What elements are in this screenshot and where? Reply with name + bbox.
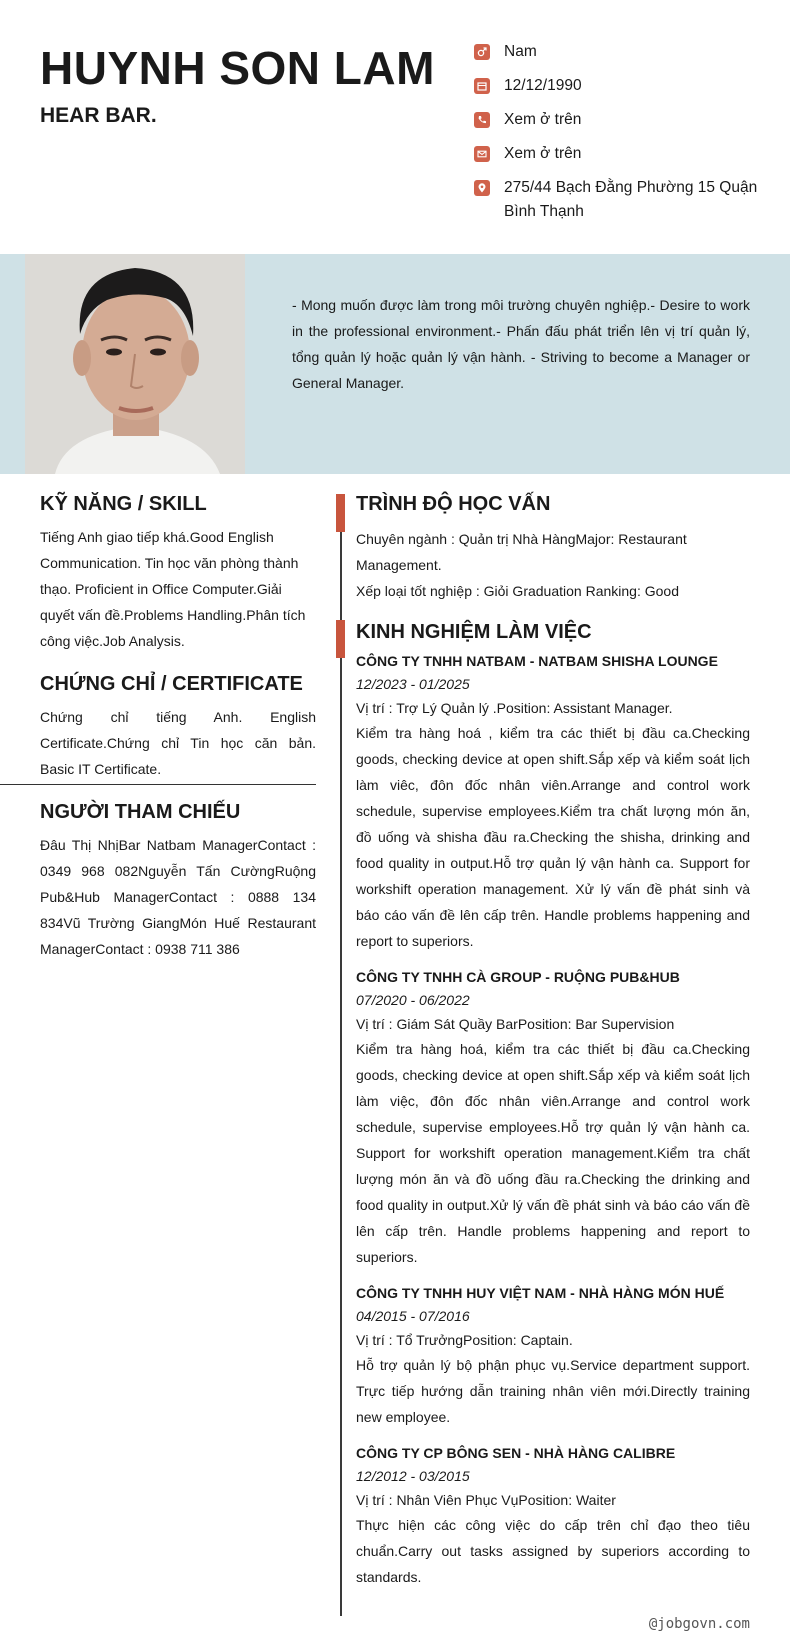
job-company: CÔNG TY TNHH CÀ GROUP - RUỘNG PUB&HUB — [356, 969, 680, 985]
job-description: Kiểm tra hàng hoá, kiểm tra các thiết bị đầu ca.Checking goods, checking device at open shift.Sắp xếp và kiểm soát lịch làm việc, đôn đốc nhân viên.Arrange and control work schedule, supervise employees.Hỗ trợ quản lý vận hành ca. Support for workshift operation management.Kiểm tra chất lượng món ăn và đồ uống đầu ra.Checking the drinking and food quality in output.Xử lý vấn đề phát sinh và báo cáo vấn đề lên cấp trên. Handle problems happening and report to superiors. — [356, 1041, 750, 1265]
skills-heading: KỸ NĂNG / SKILL — [40, 493, 207, 515]
job-period: 12/2012 - 03/2015 — [356, 1468, 470, 1484]
job-description: Kiểm tra hàng hoá , kiểm tra các thiết bị đầu ca.Checking goods, checking device at open shift.Sắp xếp và kiểm soát lịch làm viêc, đôn đốc nhân viên.Arrange and control work schedule, supervise employees.Kiểm tra chất lượng món ăn, đồ uống và shisha đầu ra.Checking the shisha, drinking and food quality in output.Hỗ trợ quản lý vận hành ca. Support for workshift operation management. Xử lý vấn đề phát sinh và báo cáo vấn đề lên cấp trên. Handle problems happening and report to superiors. — [356, 725, 750, 949]
job-position: Vị trí : Giám Sát Quầy BarPosition: Bar Supervision — [356, 1016, 675, 1032]
experience-heading: KINH NGHIỆM LÀM VIỆC — [356, 621, 592, 643]
education-accent-bar — [336, 494, 345, 532]
phone-icon — [474, 112, 490, 128]
education-heading: TRÌNH ĐỘ HỌC VẤN — [356, 493, 551, 515]
timeline-line — [340, 494, 342, 1616]
job-title: HEAR BAR. — [40, 104, 157, 127]
experience-accent-bar — [336, 620, 345, 658]
job-entry — [356, 1282, 750, 1430]
job-company: CÔNG TY TNHH NATBAM - NATBAM SHISHA LOUNGE — [356, 653, 718, 669]
references-heading: NGƯỜI THAM CHIẾU — [40, 801, 241, 823]
job-company: CÔNG TY TNHH HUY VIỆT NAM - NHÀ HÀNG MÓN HUẾ — [356, 1285, 725, 1301]
job-description: Thực hiện các công việc do cấp trên chỉ đạo theo tiêu chuẩn.Carry out tasks assigned by superiors according to standards. — [356, 1517, 750, 1585]
job-position: Vị trí : Nhân Viên Phục VụPosition: Waiter — [356, 1492, 616, 1508]
gender-icon — [474, 44, 490, 60]
references-text: Đâu Thị NhịBar Natbam ManagerContact : 0349 968 082Nguyễn Tấn CườngRuộng Pub&Hub ManagerContact : 0888 134 834Vũ Trường GiangMón Huế Restaurant ManagerContact : 0938 711 386 — [40, 837, 316, 957]
contact-gender — [474, 40, 764, 64]
email-value: Xem ở trên — [504, 145, 582, 162]
job-entry — [356, 966, 750, 1270]
birthday-value: 12/12/1990 — [504, 77, 582, 94]
right-column — [356, 490, 750, 1602]
gender-value: Nam — [504, 43, 537, 60]
mail-icon — [474, 146, 490, 162]
skills-text: Tiếng Anh giao tiếp khá.Good English Communication. Tin học văn phòng thành thạo. Proficient in Office Computer.Giải quyết vấn đề.Problems Handling.Phân tích công việc.Job Analysis. — [40, 529, 306, 649]
left-column — [40, 490, 316, 782]
career-objective: - Mong muốn được làm trong môi trường chuyên nghiệp.- Desire to work in the professional environment.- Phấn đấu phát triển lên vị trí quản lý, tổng quản lý hoặc quản lý vận hành. - Striving to become a Manager or General Manager. — [292, 297, 750, 391]
certificate-text: Chứng chỉ tiếng Anh. English Certificate.Chứng chỉ Tin học căn bản. Basic IT Certificate. — [40, 709, 316, 777]
job-description: Hỗ trợ quản lý bộ phận phục vụ.Service department support. Trực tiếp hướng dẫn training nhân viên mới.Directly training new employee. — [356, 1357, 750, 1425]
location-pin-icon — [474, 180, 490, 196]
job-position: Vị trí : Trợ Lý Quản lý .Position: Assistant Manager. — [356, 700, 673, 716]
job-entry — [356, 1442, 750, 1590]
job-period: 12/2023 - 01/2025 — [356, 676, 470, 692]
contact-address — [474, 176, 764, 224]
phone-value: Xem ở trên — [504, 111, 582, 128]
job-period: 07/2020 - 06/2022 — [356, 992, 470, 1008]
profile-photo — [25, 254, 245, 474]
contact-phone — [474, 108, 764, 132]
references-section — [40, 798, 316, 962]
footer-watermark: @jobgovn.com — [648, 1616, 750, 1632]
contact-email — [474, 142, 764, 166]
calendar-icon — [474, 78, 490, 94]
education-major: Chuyên ngành : Quản trị Nhà HàngMajor: Restaurant Management. — [356, 531, 687, 573]
candidate-name: HUYNH SON LAM — [40, 42, 435, 94]
job-company: CÔNG TY CP BÔNG SEN - NHÀ HÀNG CALIBRE — [356, 1445, 676, 1461]
job-entry — [356, 650, 750, 954]
certificate-heading: CHỨNG CHỈ / CERTIFICATE — [40, 673, 303, 695]
education-ranking: Xếp loại tốt nghiệp : Giỏi Graduation Ranking: Good — [356, 583, 679, 599]
job-period: 04/2015 - 07/2016 — [356, 1308, 470, 1324]
section-divider — [0, 784, 316, 785]
job-position: Vị trí : Tổ TrưởngPosition: Captain. — [356, 1332, 573, 1348]
contact-birthday — [474, 74, 764, 98]
contact-info — [474, 40, 764, 234]
address-value: 275/44 Bạch Đằng Phường 15 Quận Bình Thạnh — [504, 179, 758, 220]
